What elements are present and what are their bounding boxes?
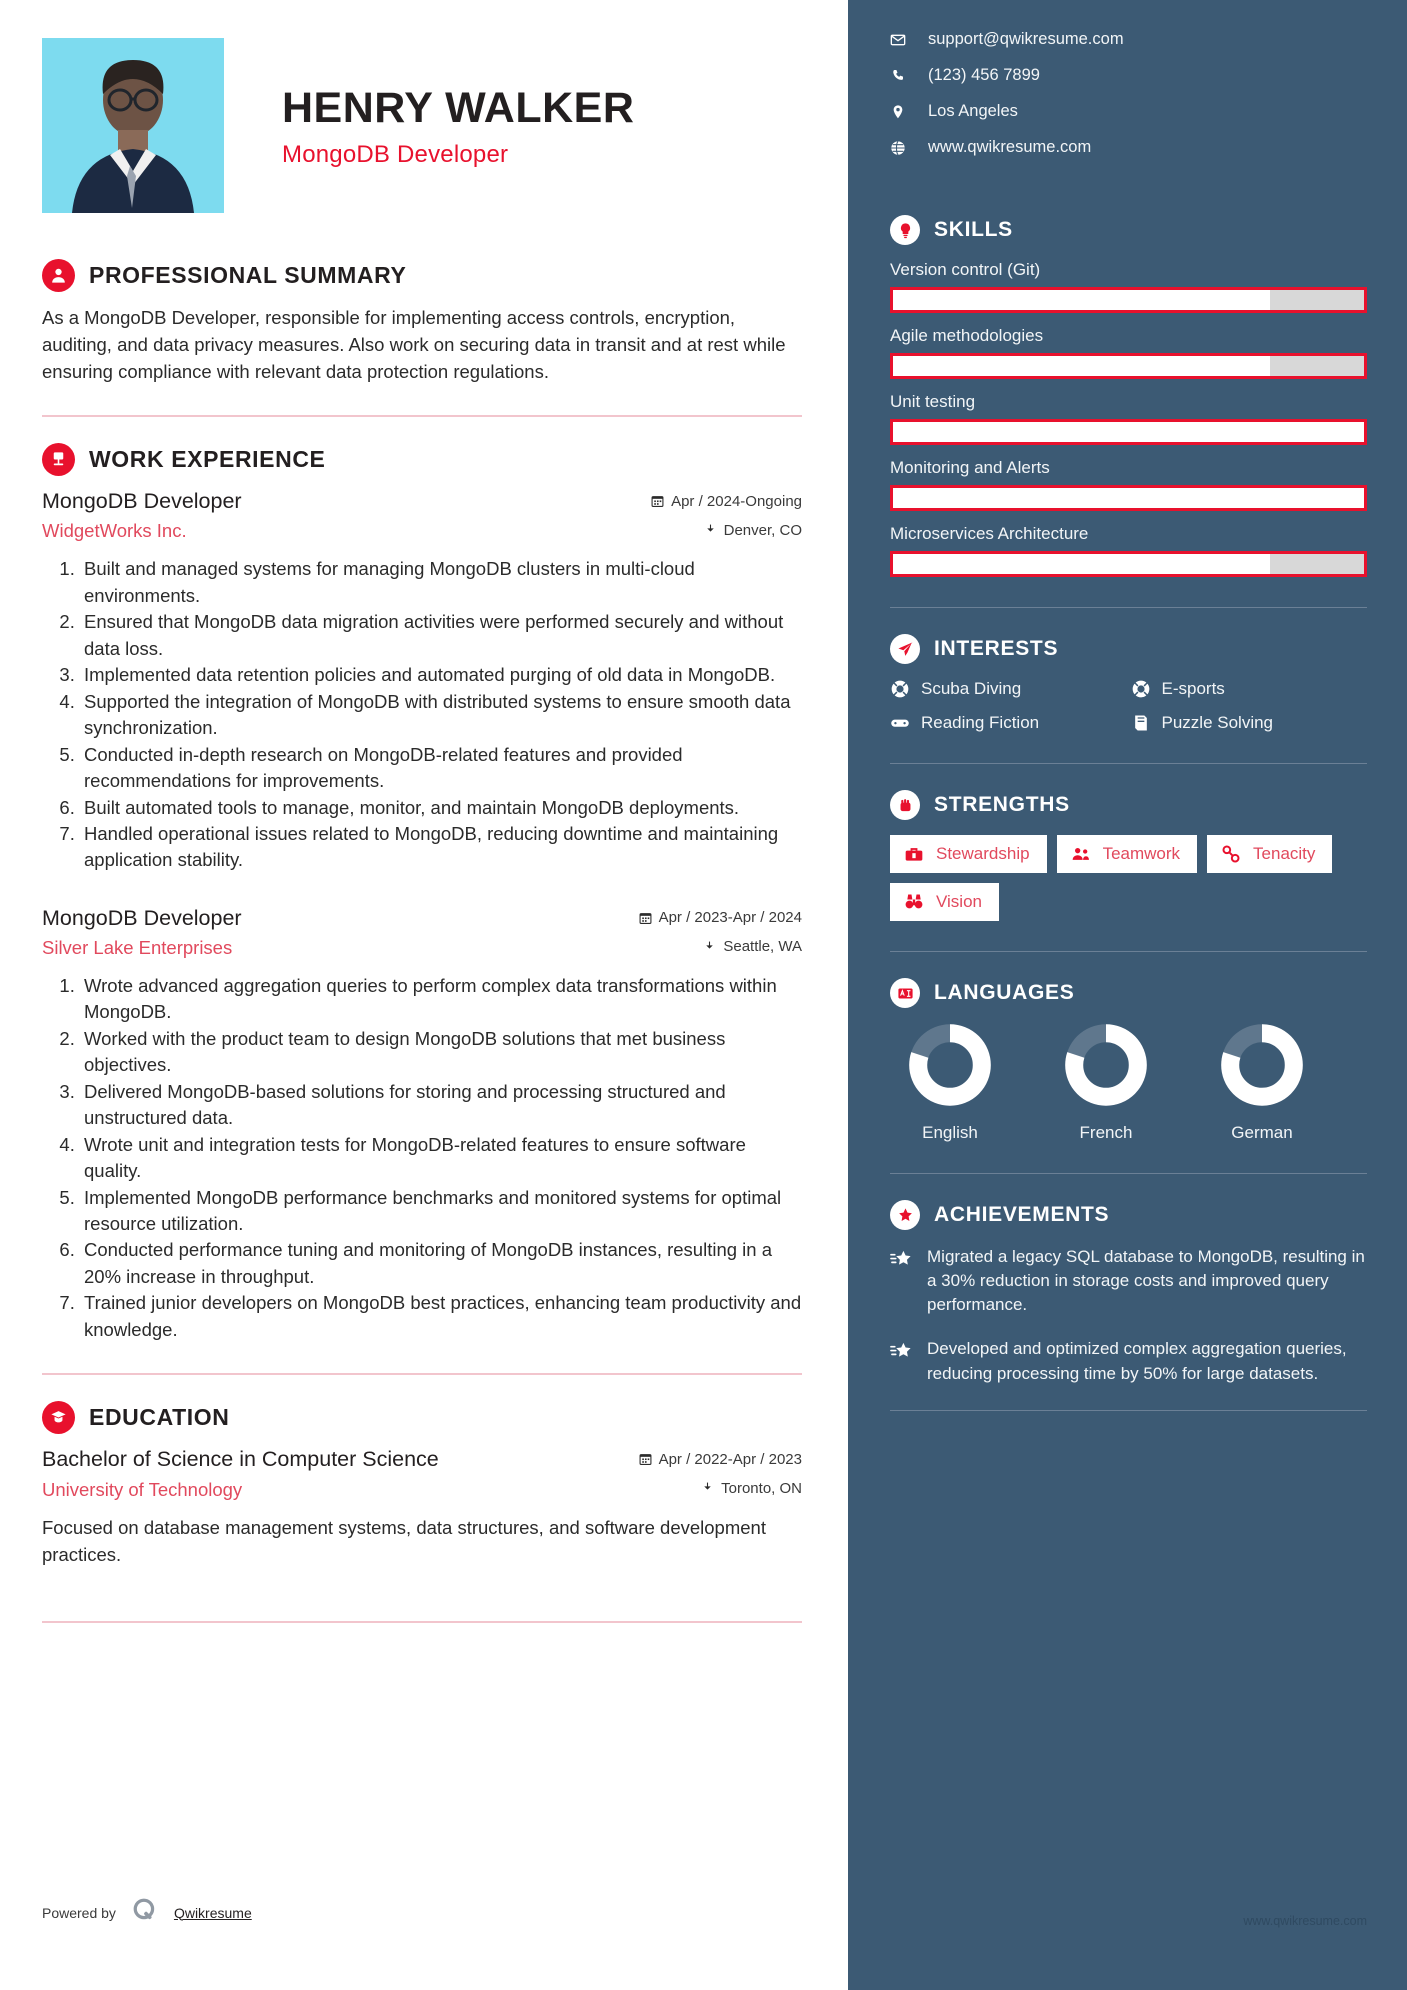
skill-item xyxy=(890,524,1367,577)
list-item: 6. Conducted performance tuning and monitoring of MongoDB instances, resulting in a 20% increase in throughput. xyxy=(80,1237,802,1290)
date-text: Apr / 2023-Apr / 2024 xyxy=(658,909,802,927)
education-date xyxy=(639,1451,802,1468)
work-entry xyxy=(42,906,802,1343)
list-item: 5. Conducted in-depth research on MongoDB-related features and provided recommendations for improvements. xyxy=(80,742,802,795)
section-title: LANGUAGES xyxy=(934,981,1075,1004)
education-description: Focused on database management systems, data structures, and software development practices. xyxy=(42,1517,766,1566)
list-item: 4. Wrote unit and integration tests for MongoDB-related features to ensure software quality. xyxy=(80,1132,802,1185)
list-item: 2. Worked with the product team to design MongoDB solutions that met business objectives. xyxy=(80,1026,802,1079)
section-work-experience xyxy=(42,443,802,1343)
award-star-icon xyxy=(890,1200,920,1230)
language-label: French xyxy=(1079,1123,1133,1142)
language-donut-chart xyxy=(908,1023,992,1107)
map-pin-icon xyxy=(703,940,716,954)
contact-value: support@qwikresume.com xyxy=(928,30,1124,48)
section-title: INTERESTS xyxy=(934,637,1059,660)
language-item xyxy=(1046,1023,1166,1143)
skill-fill xyxy=(893,356,1270,376)
education-entry xyxy=(42,1447,802,1501)
strength-chip xyxy=(890,835,1047,873)
skill-label: Monitoring and Alerts xyxy=(890,458,1050,477)
strength-label: Tenacity xyxy=(1253,844,1316,863)
user-circle-icon xyxy=(42,259,75,292)
candidate-name: HENRY WALKER xyxy=(282,84,635,132)
job-company: WidgetWorks Inc. xyxy=(42,520,187,542)
achievement-text: Migrated a legacy SQL database to MongoDB, resulting in a 30% reduction in storage costs and improved query performance. xyxy=(927,1247,1365,1315)
divider xyxy=(890,1410,1367,1411)
chain-link-icon xyxy=(1221,844,1241,864)
list-item: 1. Built and managed systems for managing MongoDB clusters in multi-cloud environments. xyxy=(80,556,802,609)
strength-chip xyxy=(1207,835,1332,873)
job-bullets xyxy=(42,973,802,1343)
users-group-icon xyxy=(1071,844,1091,864)
school-name: University of Technology xyxy=(42,1479,243,1501)
interest-item xyxy=(1131,713,1368,733)
section-title: WORK EXPERIENCE xyxy=(89,446,326,473)
section-strengths xyxy=(890,790,1367,921)
avatar xyxy=(42,38,224,213)
date-text: Apr / 2024-Ongoing xyxy=(671,492,802,510)
achievement-item xyxy=(890,1337,1367,1385)
calendar-icon xyxy=(651,494,664,508)
paper-plane-icon xyxy=(890,634,920,664)
strength-chip xyxy=(890,883,999,921)
contact-website[interactable] xyxy=(890,138,1367,157)
lifebuoy-icon xyxy=(890,679,910,699)
interest-item xyxy=(1131,679,1368,699)
job-date xyxy=(639,909,802,926)
map-pin-icon xyxy=(704,523,717,537)
skill-item xyxy=(890,392,1367,445)
list-item: 1. Wrote advanced aggregation queries to perform complex data transformations within MongoDB. xyxy=(80,973,802,1026)
contact-phone[interactable] xyxy=(890,66,1367,85)
skill-fill xyxy=(893,422,1364,442)
divider xyxy=(890,1173,1367,1174)
skill-progress-bar xyxy=(890,551,1367,577)
section-skills xyxy=(890,215,1367,577)
contact-location xyxy=(890,102,1367,121)
list-item: 3. Delivered MongoDB-based solutions for storing and processing structured and unstructured data. xyxy=(80,1079,802,1132)
shooting-star-icon xyxy=(890,1340,913,1363)
job-location xyxy=(651,522,802,539)
language-item xyxy=(1202,1023,1322,1143)
skill-progress-bar xyxy=(890,419,1367,445)
interest-item xyxy=(890,679,1127,699)
globe-icon xyxy=(890,140,906,156)
list-item: 6. Built automated tools to manage, monitor, and maintain MongoDB deployments. xyxy=(80,795,802,821)
section-title: SKILLS xyxy=(934,218,1013,241)
location-text: Denver, CO xyxy=(723,521,802,539)
toolbox-icon xyxy=(904,844,924,864)
interest-label: Puzzle Solving xyxy=(1161,713,1274,732)
list-item: 7. Handled operational issues related to MongoDB, reducing downtime and maintaining application stability. xyxy=(80,821,802,874)
gamepad-icon xyxy=(890,713,910,733)
map-pin-icon xyxy=(890,104,906,120)
phone-icon xyxy=(890,68,906,84)
contact-block xyxy=(890,30,1367,157)
raised-fist-icon xyxy=(890,790,920,820)
powered-by-label: Powered by xyxy=(42,1904,116,1921)
book-icon xyxy=(1131,713,1151,733)
map-pin-icon xyxy=(701,1481,714,1495)
contact-value: (123) 456 7899 xyxy=(928,66,1040,84)
list-item: 4. Supported the integration of MongoDB with distributed systems to ensure smooth data synchronization. xyxy=(80,689,802,742)
skill-label: Microservices Architecture xyxy=(890,524,1089,543)
section-title: ACHIEVEMENTS xyxy=(934,1203,1110,1226)
strength-label: Stewardship xyxy=(936,844,1030,863)
location-text: Seattle, WA xyxy=(723,938,802,956)
qwikresume-link[interactable]: Qwikresume xyxy=(173,1904,252,1921)
achievement-text: Developed and optimized complex aggregation queries, reducing processing time by 50% for large datasets. xyxy=(927,1339,1347,1383)
work-entry xyxy=(42,489,802,873)
skill-progress-bar xyxy=(890,353,1367,379)
section-languages xyxy=(890,978,1367,1143)
contact-value: www.qwikresume.com xyxy=(928,138,1092,156)
binoculars-icon xyxy=(904,892,924,912)
list-item: 3. Implemented data retention policies and automated purging of old data in MongoDB. xyxy=(80,662,802,688)
calendar-icon xyxy=(639,911,652,925)
strength-label: Teamwork xyxy=(1102,844,1181,863)
skill-item xyxy=(890,326,1367,379)
candidate-role: MongoDB Developer xyxy=(282,141,509,169)
footer-branding xyxy=(42,1897,252,1928)
section-title: EDUCATION xyxy=(89,1404,230,1431)
skill-fill xyxy=(893,554,1270,574)
strength-chip xyxy=(1057,835,1197,873)
skill-label: Version control (Git) xyxy=(890,260,1041,279)
location-text: Toronto, ON xyxy=(721,1479,802,1497)
job-title: MongoDB Developer xyxy=(42,489,242,514)
date-text: Apr / 2022-Apr / 2023 xyxy=(658,1450,802,1468)
interest-label: Scuba Diving xyxy=(921,679,1022,698)
job-location xyxy=(639,938,802,955)
divider xyxy=(42,1373,802,1375)
language-label: English xyxy=(922,1123,978,1142)
skill-label: Unit testing xyxy=(890,392,976,411)
skill-item xyxy=(890,260,1367,313)
person-photo-icon xyxy=(42,38,224,213)
sidebar-footer-url: www.qwikresume.com xyxy=(1243,1914,1367,1928)
skill-progress-bar xyxy=(890,485,1367,511)
education-location xyxy=(639,1480,802,1497)
skill-label: Agile methodologies xyxy=(890,326,1044,345)
resume-sidebar xyxy=(848,0,1407,1990)
shooting-star-icon xyxy=(890,1248,913,1271)
section-title: STRENGTHS xyxy=(934,793,1070,816)
list-item: 7. Trained junior developers on MongoDB best practices, enhancing team productivity and knowledge. xyxy=(80,1290,802,1343)
divider xyxy=(890,763,1367,764)
skill-fill xyxy=(893,488,1364,508)
lifebuoy-icon xyxy=(1131,679,1151,699)
summary-text: As a MongoDB Developer, responsible for implementing access controls, encryption, auditing, and data privacy measures. Also work on securing data in transit and at rest while ensuring compliance with relevant data protection regulations. xyxy=(42,307,786,382)
degree-title: Bachelor of Science in Computer Science xyxy=(42,1447,439,1472)
language-label: German xyxy=(1231,1123,1293,1142)
language-donut-chart xyxy=(1064,1023,1148,1107)
skill-fill xyxy=(893,290,1270,310)
language-item xyxy=(890,1023,1010,1143)
achievement-item xyxy=(890,1245,1367,1317)
list-item: 5. Implemented MongoDB performance benchmarks and monitored systems for optimal resource utilization. xyxy=(80,1185,802,1238)
contact-value: Los Angeles xyxy=(928,102,1018,120)
section-interests xyxy=(890,634,1367,733)
envelope-icon xyxy=(890,32,906,48)
lightbulb-icon xyxy=(890,215,920,245)
skill-progress-bar xyxy=(890,287,1367,313)
resume-header xyxy=(42,38,802,213)
divider xyxy=(42,1621,802,1623)
divider xyxy=(890,951,1367,952)
job-bullets xyxy=(42,556,802,873)
interest-label: Reading Fiction xyxy=(921,713,1040,732)
job-company: Silver Lake Enterprises xyxy=(42,936,233,958)
section-professional-summary xyxy=(42,259,802,385)
job-title: MongoDB Developer xyxy=(42,905,242,930)
translate-icon xyxy=(890,978,920,1008)
language-donut-chart xyxy=(1220,1023,1304,1107)
interest-item xyxy=(890,713,1127,733)
interest-label: E-sports xyxy=(1161,679,1225,698)
section-education xyxy=(42,1401,802,1569)
desk-chair-icon xyxy=(42,443,75,476)
job-date xyxy=(651,493,802,510)
contact-email[interactable] xyxy=(890,30,1367,49)
graduate-icon xyxy=(42,1401,75,1434)
section-title: PROFESSIONAL SUMMARY xyxy=(89,262,407,288)
strength-label: Vision xyxy=(936,892,982,911)
section-achievements xyxy=(890,1200,1367,1386)
skill-item xyxy=(890,458,1367,511)
list-item: 2. Ensured that MongoDB data migration activities were performed securely and without data loss. xyxy=(80,609,802,662)
divider xyxy=(42,415,802,417)
calendar-icon xyxy=(639,1452,652,1466)
divider xyxy=(890,607,1367,608)
qwikresume-q-icon xyxy=(132,1897,158,1928)
